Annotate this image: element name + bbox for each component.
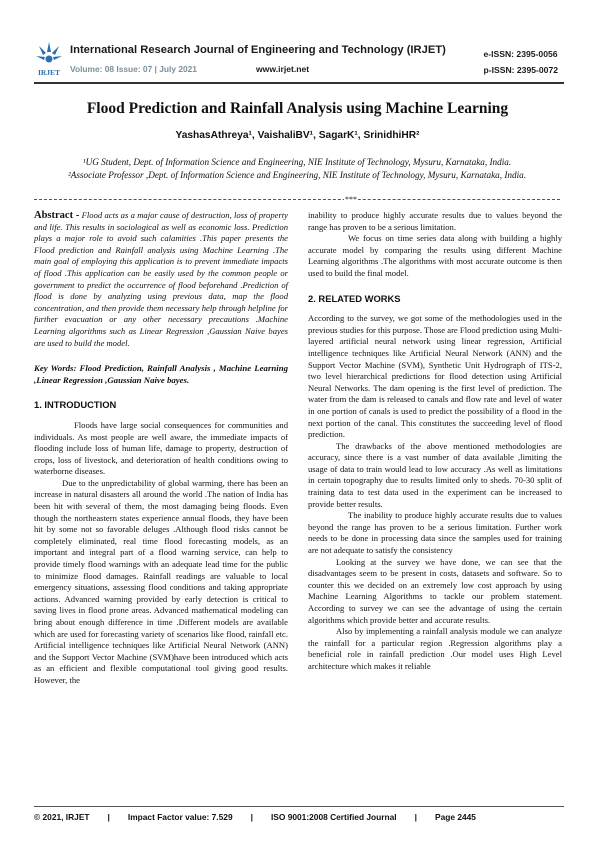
section-separator [34,199,560,200]
eissn: e-ISSN: 2395-0056 [483,49,558,59]
intro-paragraph-1: Floods have large social consequences for communities and individuals. As most people are well aware, the immediate impacts of flooding include loss of human life, damage to property, destruction of crops, loss of livestock, and deterioration of health conditions owing to waterborne diseases. [34,419,288,477]
volume-issue: Volume: 08 Issue: 07 | July 2021 [70,64,197,74]
issn-block [483,46,558,78]
left-column [34,210,288,687]
footer-separator: | [414,812,417,822]
related-works-paragraph-1: According to the survey, we got some of the methodologies used in the previous studies for this purpose. Those are Flood prediction using Multi-layered artificial neural network using linear regression, Artificial intelligence techniques like Artificial Neural Network (ANN) and the Support Vector Machine (SVM), Synthetic Unit Hydrograph of ITS-2, two level hierarchical predictions for flood detection using Artificial Neural Networks. The dam opening is the first level of prediction. The water from the dam is released to canals and flow rate and level of water in one portion of canals is used to predict the possibility of a flood in the next portion of the canal. This constitutes the succeeding level of flood prediction. [308,313,562,440]
page-footer [34,812,564,822]
irjet-logo-icon [34,40,64,78]
footer-page-number: Page 2445 [434,812,476,822]
section-heading-related-works: 2. RELATED WORKS [308,292,401,304]
header-divider [34,82,564,84]
footer-copyright: © 2021, IRJET [34,812,90,822]
related-works-paragraph-2: The drawbacks of the above mentioned methodologies are accuracy, since there is a vast number of data available ,limiting the usage of data to train would lead to low accuracy .As well as limitations in certain topography due to results limited only to sheds. 70-30 split of training data to test data used in the experiment can be increased to provide better results. [308,440,562,509]
paper-title: Flood Prediction and Rainfall Analysis using Machine Learning [86,100,509,117]
right-column [308,210,562,673]
intro-paragraph-2: Due to the unpredictability of global warming, there has been an increase in natural disasters all around the world .The nation of India has been hit with several of them, the most damaging being floods. Even though the northeastern states experience annual floods, they have been hit by some not so favorable deluges .Although flood risks cannot be completely eliminated, real time flood forecasting models, as an important and integral part of a flood warning service, can help to provide timely flood warnings with an adequate lead time for the public to minimize flood damages. Rainfall readings are valuable to local emergency situations, assessing flood conditions and taking appropriate actions. Advanced warning provided by early detection is critical to saving lives in flood prone areas. Advanced mathematical modeling can bring about enough difference in time .Different models are available which are used for forecasting variety of scenarios like flood, rainfall etc. Artificial intelligence techniques like Artificial Neural Network (ANN) and the Support Vector Machine (SVM)have been introduced which acts as an efficient and flexible computational tool giving good results. However, the [34,477,288,685]
affiliations [34,156,560,182]
logo-text: IRJET [37,68,61,77]
footer-impact-factor: Impact Factor value: 7.529 [127,812,233,822]
related-works-paragraph-3: The inability to produce highly accurate results due to values beyond the range has proven to be a serious limitation. Further work needs to be done in processing data since the samples used for training are not adequate to satisfy the consistency [308,510,562,556]
paper-authors: YashasAthreya¹, VaishaliBV¹, SagarK¹, SrinidhiHR² [175,130,420,141]
journal-website-link[interactable]: www.irjet.net [256,64,310,74]
pissn: p-ISSN: 2395-0072 [483,65,558,75]
footer-iso: ISO 9001:2008 Certified Journal [270,812,397,822]
footer-divider [34,806,564,807]
related-works-paragraph-5: Also by implementing a rainfall analysis module we can analyze the rainfall for a particular region .Regression algorithms play a beneficial role in rainfall prediction .Our model uses High Level architecture which makes it reliable [308,626,562,671]
footer-separator: | [107,812,110,822]
keywords: Key Words: Flood Prediction, Rainfall Analysis , Machine Learning ,Linear Regression ,Gaussian Naive bayes. [34,363,288,385]
section-heading-introduction: 1. INTRODUCTION [34,399,117,411]
abstract-label: Abstract - [34,210,80,221]
abstract [34,210,288,349]
right-paragraph-2: We focus on time series data along with building a highly accurate model by comparing the results using different Machine Learning algorithms .The algorithms with most accurate outcome is then used to build the final model. [308,233,562,278]
abstract-text: Flood acts as a major cause of destruction, loss of property and life. This results in sociological as well as economic loss. Prediction plays a major role to avoid such calamities .This paper presents the Flood prediction and Rainfall analysis using Machine Learning .The main goal of employing this application is to prevent immediate impacts of flood .This application can be easily used by the common people or government to predict the occurrence of flood beforehand .Prediction of flood is done by analyzing using previous data, map the flood concentration, and then provide them necessary help through helpline for further evacuation or any other necessary precautions .Machine Learning algorithms such as Linear Regression ,Gaussian Naive bayes are used to build the model. [34,210,288,348]
page-header [34,40,564,80]
affiliation-1: ¹UG Student, Dept. of Information Science and Engineering, NIE Institute of Technology, Mysuru, Karnataka, India. [82,157,512,167]
journal-title: International Research Journal of Engineering and Technology (IRJET) [70,44,446,56]
footer-separator: | [250,812,253,822]
related-works-paragraph-4: Looking at the survey we have done, we can see that the disadvantages seem to be present in costs, datasets and software. So to counter this we decided on an extremely low cost approach by using Machine Learning Algorithms to tackle our problem statement. According to survey we can see the advantage of using the certain algorithms which provide better and accurate results. [308,556,562,625]
affiliation-2: ²Associate Professor ,Dept. of Information Science and Engineering, NIE Institute of Technology, Mysuru, Karnataka, India. [67,170,527,180]
right-paragraph-1: inability to produce highly accurate results due to values beyond the range has proven to be a serious limitation. [308,210,562,232]
separator-stars: *** [345,195,357,204]
